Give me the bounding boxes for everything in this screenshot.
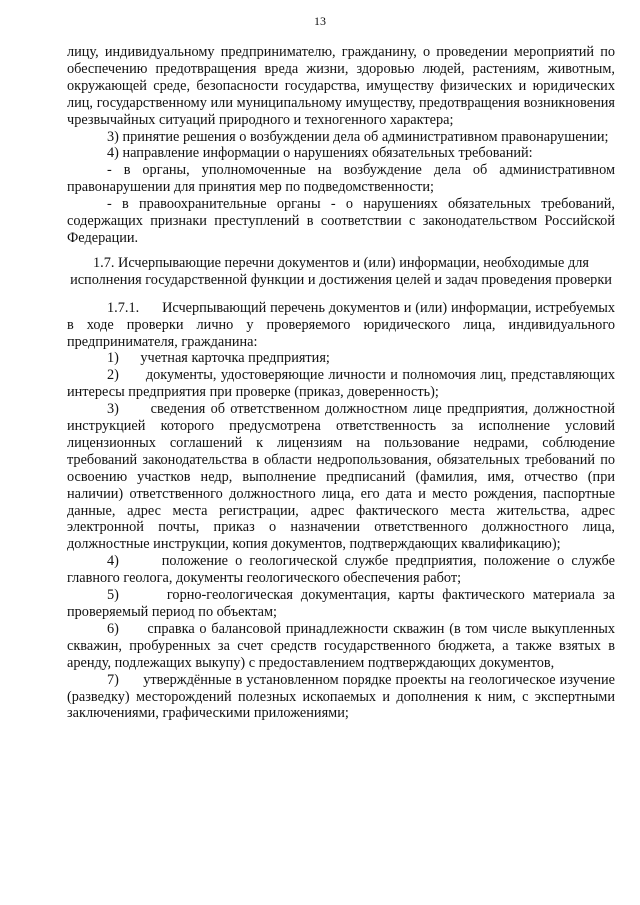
item-text: сведения об ответственном должностном лице предприятия, должностной инструкцией которого предусмотрена ответственность за исполнение условий лицензионных соглашений к лицензиям на пользование недрами, соблюдение требований законодательства в области недропользования, обязательных требований по освоению участков недр, выполнение предписаний (фамилия, имя, отчество (при наличии) ответственного должностного лица, его дата и место рождения, паспортные данные, адрес места регистрации, адрес фактического места жительства, адрес электронной почты, приказ о назначении ответственного должностного лица, должностные инструкции, копия документов, подтверждающих квалификацию);: [67, 401, 615, 553]
paragraph: 4) направление информации о нарушениях обязательных требований:: [107, 145, 533, 162]
paragraph: лицу, индивидуальному предпринимателю, гражданину, о проведении мероприятий по обеспечению предотвращения вреда жизни, здоровью людей, растениям, животным, окружающей среде, безопасности государства, имуществу физических и юридических лиц, государственному или муниципальному имуществу, предотвращения возникновения чрезвычайных ситуаций природного и техногенного характера;: [67, 44, 615, 128]
item-text: справка о балансовой принадлежности скважин (в том числе выкупленных скважин, пробуренных за счет средств государственного бюджета, а также взятых в аренду, подлежащих выкупу) с предоставлением подтверждающих документов,: [67, 620, 616, 671]
list-item: [67, 587, 615, 621]
item-number: 7): [107, 671, 119, 688]
item-number: 2): [107, 367, 119, 384]
item-number: 3): [107, 401, 119, 418]
item-text: документы, удостоверяющие личности и полномочия лиц, представляющих интересы предприятия при проверке (приказ, доверенность);: [67, 367, 615, 401]
list-item: [67, 367, 615, 401]
item-text: положение о геологической службе предприятия, положение о службе главного геолога, документы геологического обеспечения работ;: [67, 553, 615, 587]
item-number: 4): [107, 553, 119, 570]
paragraph: 3) принятие решения о возбуждении дела об административном правонарушении;: [107, 128, 609, 145]
document-body: [67, 44, 615, 722]
list-item: [67, 300, 615, 351]
item-text: горно-геологическая документация, карты фактического материала за проверяемый период по объектам;: [67, 587, 615, 620]
paragraph: - в органы, уполномоченные на возбуждение дела об административном правонарушении для принятия мер по подведомственности;: [67, 162, 615, 196]
item-number: 1.7.1.: [107, 299, 140, 316]
page-number: 13: [314, 14, 326, 28]
item-text: утверждённые в установленном порядке проекты на геологическое изучение (разведку) месторождений полезных ископаемых и дополнения к ним, с экспертными заключениями, графическими приложениями;: [67, 671, 615, 722]
item-number: 1): [107, 350, 119, 367]
item-text: учетная карточка предприятия;: [140, 350, 330, 367]
paragraph: - в правоохранительные органы - о нарушениях обязательных требований, содержащих признаки преступлений в соответствии с законодательством Российской Федерации.: [67, 196, 615, 246]
list-item: [67, 401, 615, 553]
list-item: [67, 350, 615, 367]
section-heading: 1.7. Исчерпывающие перечни документов и (или) информации, необходимые для исполнения государственной функции и достижения целей и задач проведения проверки: [70, 254, 612, 288]
item-number: 6): [107, 620, 119, 637]
item-number: 5): [107, 587, 119, 604]
list-item: [67, 621, 615, 672]
list-item: [67, 553, 615, 587]
item-text: Исчерпывающий перечень документов и (или) информации, истребуемых в ходе проверки лично у проверяемого юридического лица, индивидуального предпринимателя, гражданина:: [67, 299, 615, 350]
list-item: [67, 672, 615, 723]
